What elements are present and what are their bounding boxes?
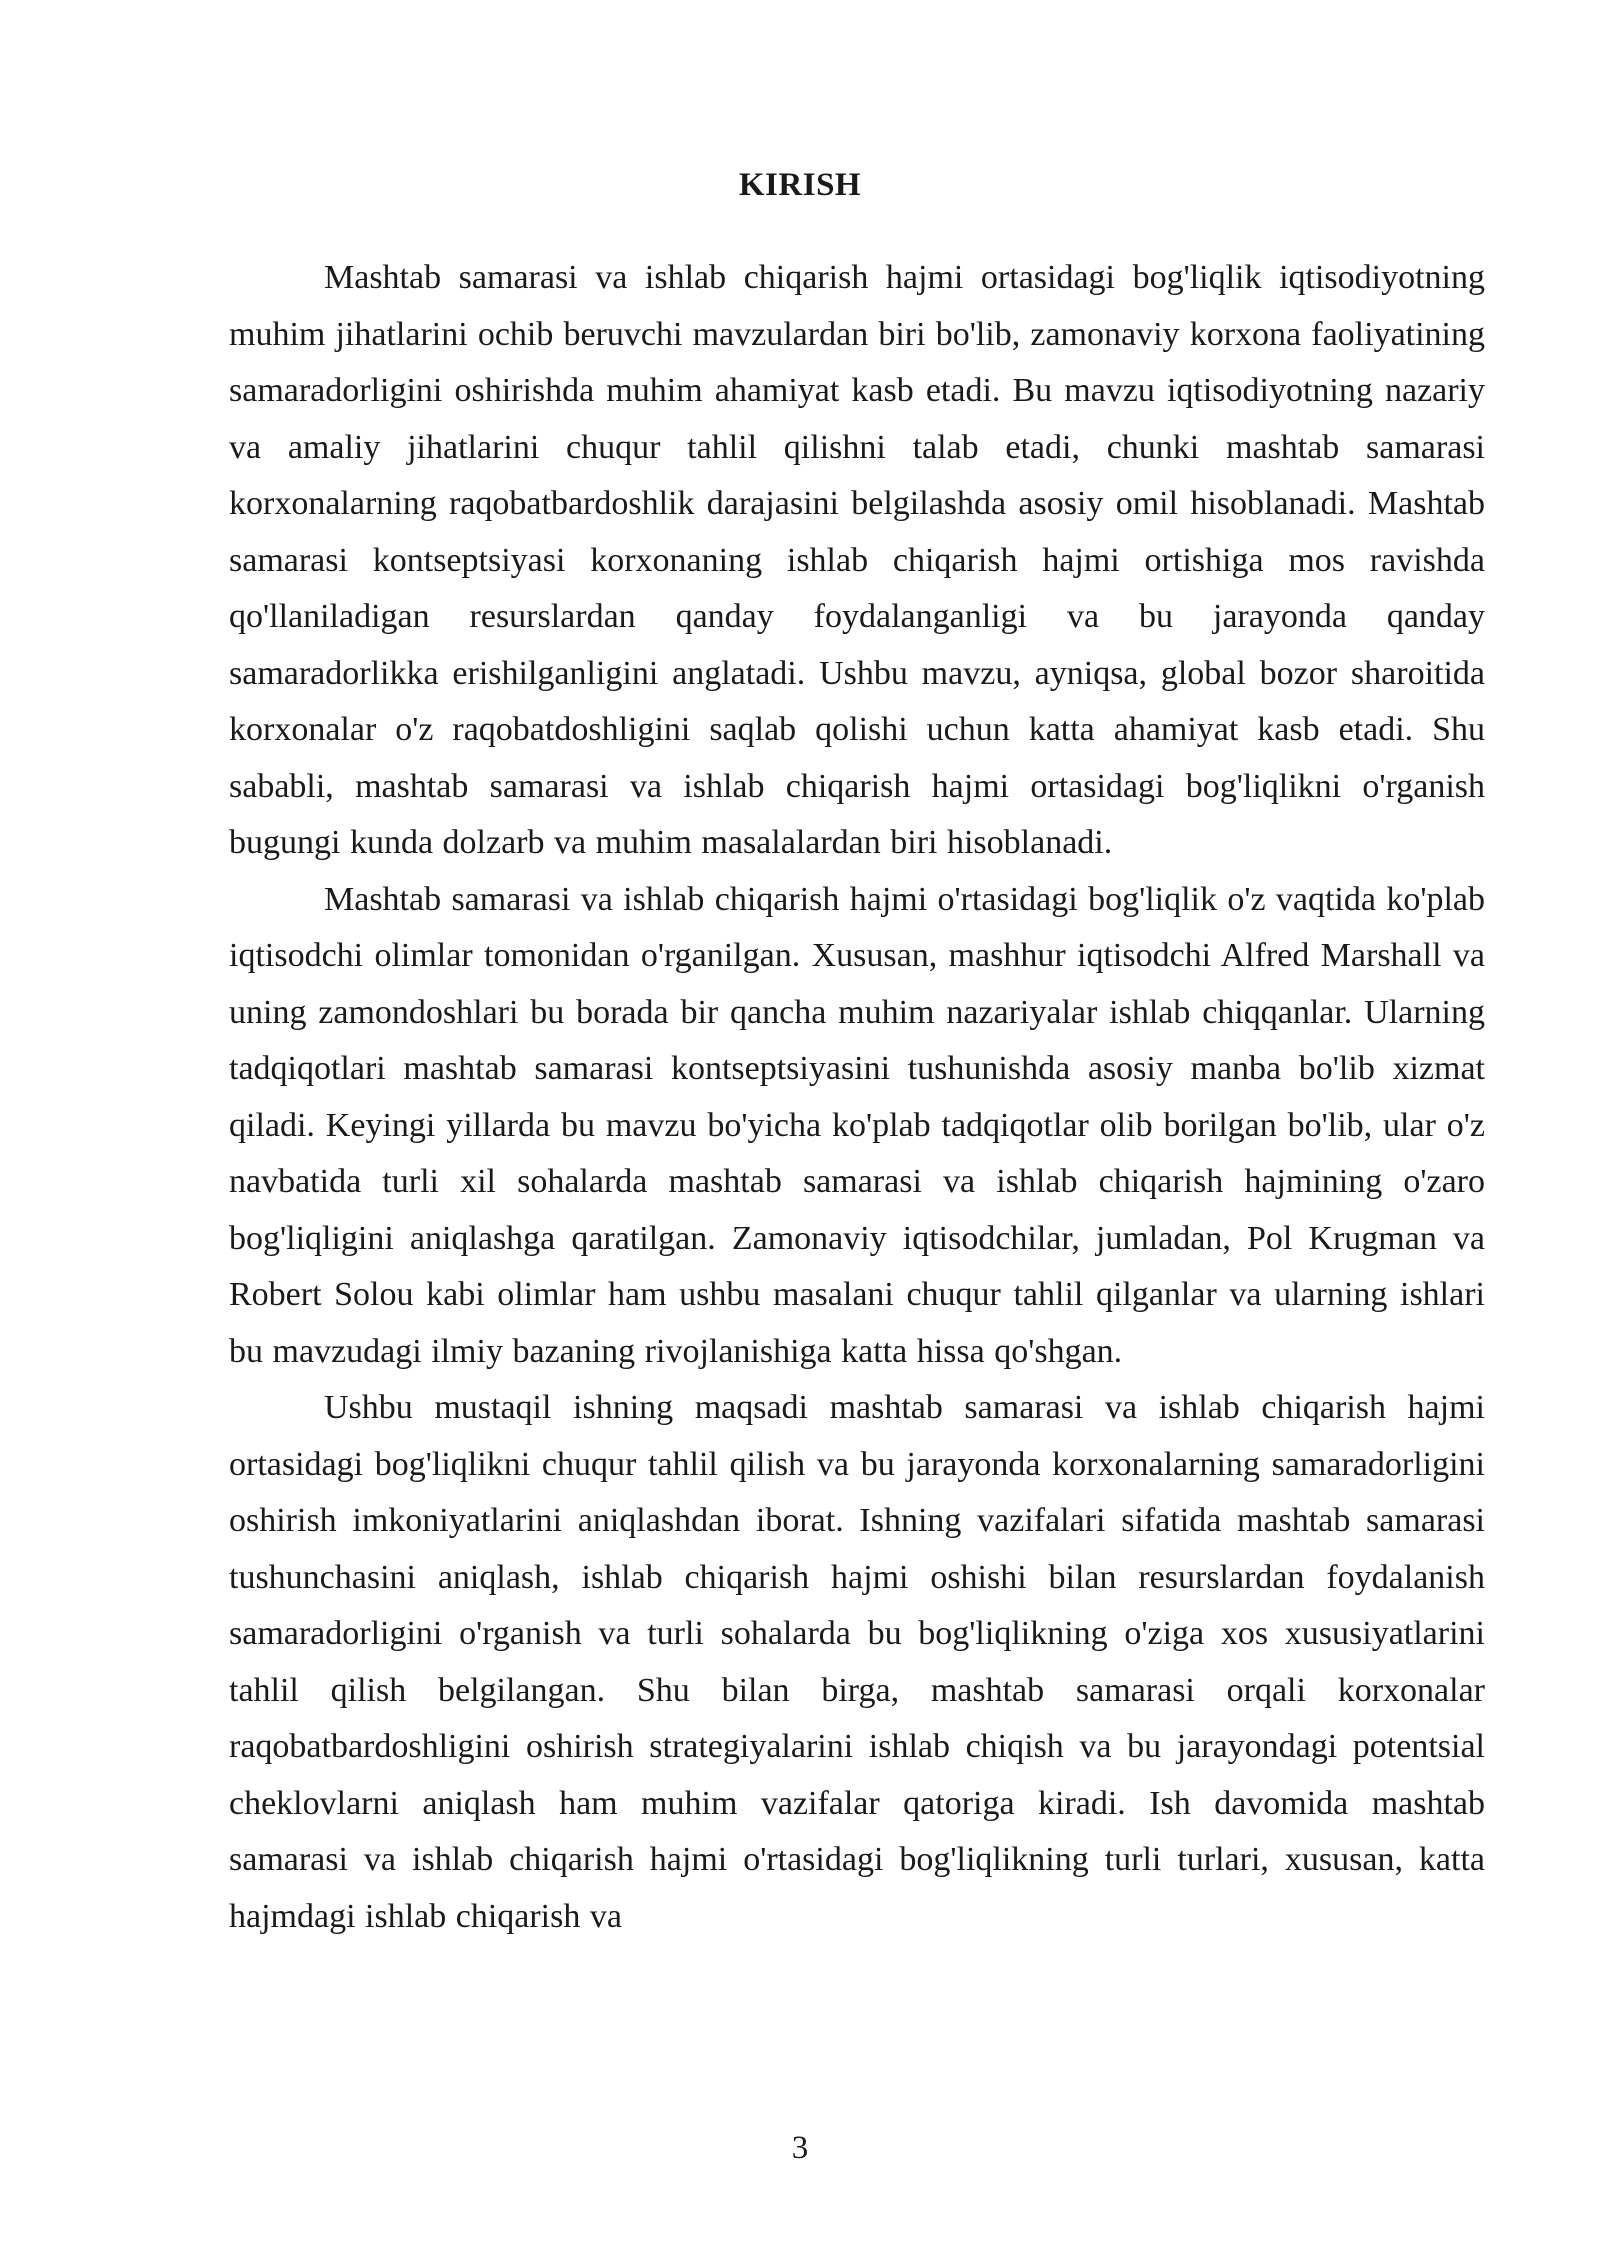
page-title: KIRISH	[738, 167, 862, 203]
paragraph-3: Ushbu mustaqil ishning maqsadi mashtab samarasi va ishlab chiqarish hajmi ortasidagi bog'liqlikni chuqur tahlil qilish va bu jarayonda korxonalarning samaradorligini oshirish imkoniyatlarini aniqlashdan iborat. Ishning vazifalari sifatida mashtab samarasi tushunchasini aniqlash, ishlab chiqarish hajmi oshishi bilan resurslardan foydalanish samaradorligini o'rganish va turli sohalarda bu bog'liqlikning o'ziga xos xususiyatlarini tahlil qilish belgilangan. Shu bilan birga, mashtab samarasi orqali korxonalar raqobatbardoshligini oshirish strategiyalarini ishlab chiqish va bu jarayondagi potentsial cheklovlarni aniqlash ham muhim vazifalar qatoriga kiradi. Ish davomida mashtab samarasi va ishlab chiqarish hajmi o'rtasidagi bog'liqlikning turli turlari, xususan, katta hajmdagi ishlab chiqarish va	[229, 1389, 1485, 1935]
paragraph-2: Mashtab samarasi va ishlab chiqarish hajmi o'rtasidagi bog'liqlik o'z vaqtida ko'plab iqtisodchi olimlar tomonidan o'rganilgan. Xususan, mashhur iqtisodchi Alfred Marshall va uning zamondoshlari bu borada bir qancha muhim nazariyalar ishlab chiqqanlar. Ularning tadqiqotlari mashtab samarasi kontseptsiyasini tushunishda asosiy manba bo'lib xizmat qiladi. Keyingi yillarda bu mavzu bo'yicha ko'plab tadqiqotlar olib borilgan bo'lib, ular o'z navbatida turli xil sohalarda mashtab samarasi va ishlab chiqarish hajmining o'zaro bog'liqligini aniqlashga qaratilgan. Zamonaviy iqtisodchilar, jumladan, Pol Krugman va Robert Solou kabi olimlar ham ushbu masalani chuqur tahlil qilganlar va ularning ishlari bu mavzudagi ilmiy bazaning rivojlanishiga katta hissa qo'shgan.	[229, 880, 1485, 1370]
body-text	[229, 250, 1485, 1945]
page-number: 3	[791, 2130, 809, 2166]
paragraph-1: Mashtab samarasi va ishlab chiqarish hajmi ortasidagi bog'liqlik iqtisodiyotning muhim jihatlarini ochib beruvchi mavzulardan biri bo'lib, zamonaviy korxona faoliyatining samaradorligini oshirishda muhim ahamiyat kasb etadi. Bu mavzu iqtisodiyotning nazariy va amaliy jihatlarini chuqur tahlil qilishni talab etadi, chunki mashtab samarasi korxonalarning raqobatbardoshlik darajasini belgilashda asosiy omil hisoblanadi. Mashtab samarasi kontseptsiyasi korxonaning ishlab chiqarish hajmi ortishiga mos ravishda qo'llaniladigan resurslardan qanday foydalanganligi va bu jarayonda qanday samaradorlikka erishilganligini anglatadi. Ushbu mavzu, ayniqsa, global bozor sharoitida korxonalar o'z raqobatdoshligini saqlab qolishi uchun katta ahamiyat kasb etadi. Shu sababli, mashtab samarasi va ishlab chiqarish hajmi ortasidagi bog'liqlikni o'rganish bugungi kunda dolzarb va muhim masalalardan biri hisoblanadi.	[229, 259, 1485, 861]
